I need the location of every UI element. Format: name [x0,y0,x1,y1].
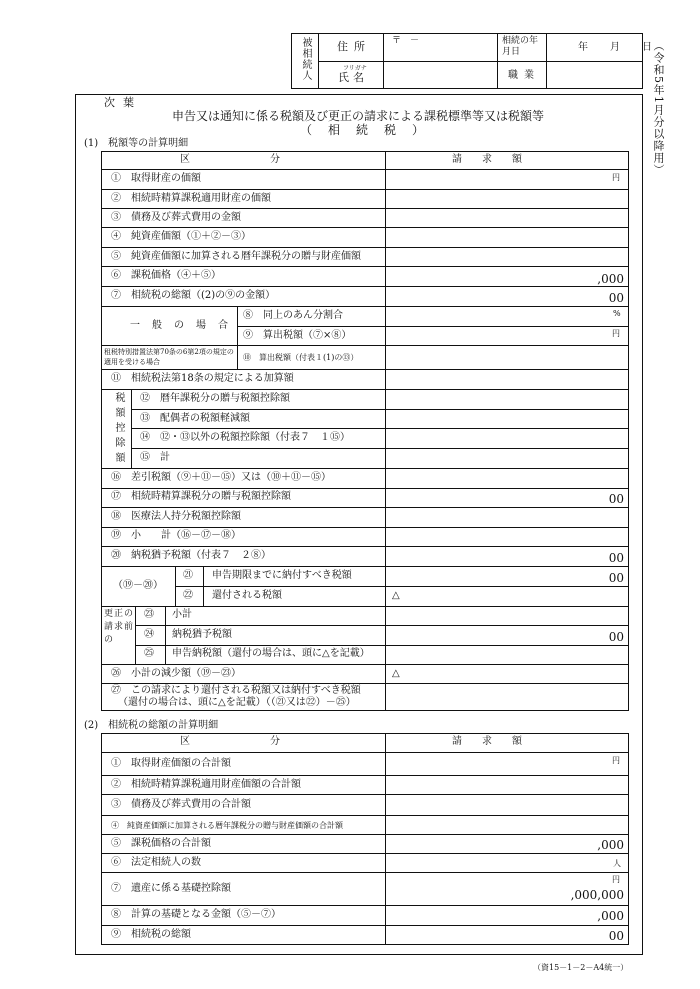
s2-row-7: ⑦ 遺産に係る基礎控除額 [111,883,231,894]
address-label: 住所 [337,40,371,53]
section2-title: (2) 相続税の総額の計算明細 [84,720,219,731]
section2-col-category: 区 分 [180,736,280,747]
s1-row-27b: （還付の場合は、頭に△を記載）（（㉑又は㉒）－㉕） [118,697,356,708]
s1-r6-value: ,000 [597,272,624,286]
section1-col-category: 区 分 [180,154,280,165]
section2-col-amount: 請 求 額 [452,736,522,747]
s1-row-18: ⑱ 医療法人持分税額控除額 [111,511,241,522]
s1-row-27a: ㉗ この請求により還付される税額又は納付すべき税額 [111,685,361,696]
s1-row-15: ⑮ 計 [140,452,170,463]
s1-r26-value: △ [392,668,400,679]
s1-row-25: 申告納税額（還付の場合は、頭に△を記載） [172,648,370,659]
postal-mark: 〒 － [392,36,420,46]
s1-row-20: ⑳ 納税猶予税額（付表７ ２⑧） [111,550,271,561]
s1-row-11: ⑪ 相続税法第18条の規定による加算額 [111,373,294,384]
occupation-label: 職業 [508,70,540,81]
s1-row-6: ⑥ 課税価格（④＋⑤） [111,270,221,281]
s1-row-1: ① 取得財産の価額 [111,173,201,184]
s2-r5-value: ,000 [597,838,624,852]
s1-row-23-num: ㉓ [144,609,154,620]
s1-tax-credit-label: 税額控除額 [113,392,124,467]
s1-r22-value: △ [392,590,400,601]
date-value: 年 月 日 [578,42,658,53]
footer-code: （資15－1－2－A4統一） [533,963,629,972]
s2-r9-value: 00 [608,929,624,943]
date-label: 相続の年月日 [502,36,539,57]
section1-col-amount: 請 求 額 [452,154,522,165]
s2-r7-value: ,000,000 [570,888,624,902]
furigana-label: フリガナ [343,65,367,72]
s1-row-12: ⑫ 暦年課税分の贈与税額控除額 [140,393,290,404]
page-title: 申告又は通知に係る税額及び更正の請求による課税標準等又は税額等 [172,109,545,123]
s2-r8-value: ,000 [597,909,624,923]
s1-row-8: ⑧ 同上のあん分割合 [243,310,343,321]
side-note: （令和5年1月分以降用） [652,40,665,176]
s2-r7-unit: 円 [612,875,620,884]
decedent-label: 被相続人 [300,37,311,81]
s1-r24-value: 00 [608,630,624,644]
s1-r7-value: 00 [608,291,624,305]
s1-general-case: 一 般 の 場 合 [130,320,229,331]
s1-r17-value: 00 [608,492,624,506]
s1-row-5: ⑤ 純資産価額に加算される暦年課税分の贈与財産価額 [111,251,361,262]
s2-row-6: ⑥ 法定相続人の数 [111,857,201,868]
s1-row-7: ⑦ 相続税の総額（(2)の⑨の金額） [111,290,276,301]
s2-row-2: ② 相続時精算課税適用財産価額の合計額 [111,779,301,790]
s1-row-24: 納税猶予税額 [172,629,232,640]
s1-special-case: 租税特別措置法第70条の6第2項の規定の適用を受ける場合 [104,348,234,366]
s2-row-5: ⑤ 課税価格の合計額 [111,838,211,849]
s2-row-4: ④ 純資産価額に加算される暦年課税分の贈与財産価額の合計額 [111,821,343,830]
page-subtitle: （ 相 続 税 ） [300,123,427,137]
s1-row-21: 申告期限までに納付すべき税額 [212,570,352,581]
s1-row-25-num: ㉕ [144,648,154,659]
s1-r9-unit: 円 [612,329,620,338]
s1-row-3: ③ 債務及び葬式費用の金額 [111,212,241,223]
s1-row-16: ⑯ 差引税額（⑨＋⑪－⑮）又は（⑩＋⑪－⑮） [111,472,331,483]
s1-pct-unit: % [613,309,621,318]
s1-row-22-num: ㉒ [183,590,193,601]
s1-row-10: ⑩ 算出税額（付表１(1)の⑬） [243,353,359,362]
s1-row-14: ⑭ ⑫・⑬以外の税額控除額（付表７ １⑮） [140,432,350,443]
s1-row-4: ④ 純資産価額（①＋②－③） [111,231,251,242]
s1-r21-value: 00 [608,571,624,585]
s2-person-unit: 人 [613,859,621,868]
s1-row-24-num: ㉔ [144,629,154,640]
name-label: 氏名 [338,71,368,84]
s2-row-3: ③ 債務及び葬式費用の合計額 [111,799,251,810]
s1-row-21-num: ㉑ [183,570,193,581]
s1-r20-value: 00 [608,551,624,565]
s2-row-9: ⑨ 相続税の総額 [111,929,191,940]
section1-title: (1) 税額等の計算明細 [84,138,189,149]
s1-yen-unit: 円 [612,173,620,182]
s1-row-2: ② 相続時精算課税適用財産の価額 [111,193,271,204]
s1-row-17: ⑰ 相続時精算課税分の贈与税額控除額 [111,491,291,502]
s1-row-19-20: （⑲－⑳） [113,580,163,591]
s1-row-23: 小計 [172,609,192,620]
s1-row-9: ⑨ 算出税額（⑦×⑧） [243,330,352,341]
s2-row-1: ① 取得財産価額の合計額 [111,758,231,769]
page-heading: 次葉 [104,96,142,109]
s1-row-13: ⑬ 配偶者の税額軽減額 [140,413,250,424]
s2-row-8: ⑧ 計算の基礎となる金額（⑤－⑦） [111,909,281,920]
s1-row-26: ㉖ 小計の減少額（⑲－㉓） [111,668,241,679]
s1-before-correction: 更正の請求前の [104,609,135,645]
s1-row-19: ⑲ 小 計（⑯－⑰－⑱） [111,530,241,541]
s1-row-22: 還付される税額 [212,590,282,601]
s2-yen-unit: 円 [612,756,620,765]
